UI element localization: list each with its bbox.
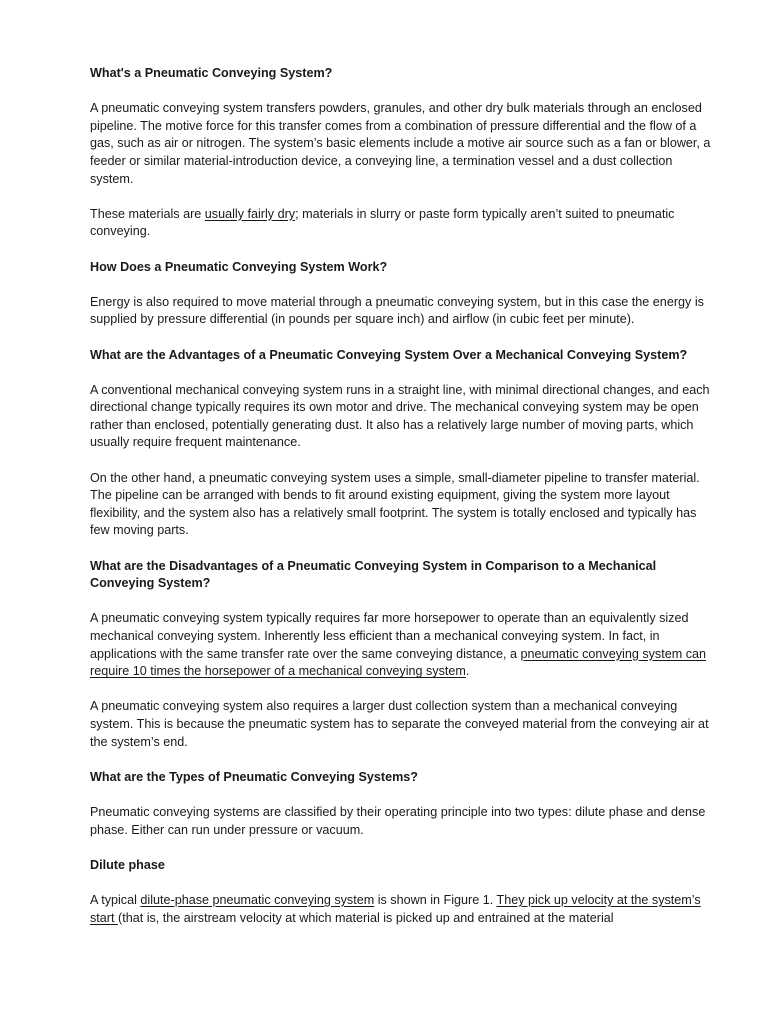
- link-dilute-phase-system[interactable]: dilute-phase pneumatic conveying system: [140, 892, 375, 907]
- text-span: These materials are: [90, 206, 205, 221]
- text-span: (that is, the airstream velocity at which material is picked up and entrained at the material: [118, 910, 614, 925]
- paragraph-dry-materials: [90, 206, 718, 241]
- paragraph-dilute-phase: [90, 892, 718, 927]
- section-heading-types: What are the Types of Pneumatic Conveying Systems?: [90, 769, 418, 784]
- text-span: A typical: [90, 892, 141, 907]
- paragraph-pneumatic-advantages: On the other hand, a pneumatic conveying system uses a simple, small-diameter pipeline to transfer material. The pipeline can be arranged with bends to fit around existing equipment, giving the system more layout flexibility, and the system also has a relatively small footprint. The system is totally enclosed and typically has few moving parts.: [90, 470, 700, 538]
- text-span: A pneumatic conveying system typically requires far more horsepower to operate than an equivalently sized mechanical conveying system. Inherently less efficient than a mechanical conveying system. In fact, in applications with the same transfer rate over the same conveying distance, a: [90, 611, 689, 661]
- link-horsepower-comparison[interactable]: pneumatic conveying system can require 10 times the horsepower of a mechanical conveying system: [90, 646, 707, 679]
- text-span: ; materials in slurry or paste form typically aren’t suited to pneumatic conveying.: [90, 206, 675, 239]
- section-heading-advantages: What are the Advantages of a Pneumatic Conveying System Over a Mechanical Conveying System?: [90, 347, 688, 362]
- paragraph-mechanical-system: A conventional mechanical conveying system runs in a straight line, with minimal directional changes, and each directional change typically requires its own motor and drive. The mechanical conveying system may be open rather than enclosed, potentially generating dust. It also has a relatively large number of moving parts, which usually require frequent maintenance.: [90, 382, 710, 450]
- section-heading-what-is: What's a Pneumatic Conveying System?: [90, 66, 333, 80]
- document-body: [90, 65, 718, 945]
- text-span: .: [465, 664, 470, 679]
- text-span: is shown in Figure 1.: [374, 892, 497, 907]
- link-pick-up-velocity[interactable]: They pick up velocity at the system’s start: [90, 892, 701, 925]
- paragraph-definition: A pneumatic conveying system transfers powders, granules, and other dry bulk materials through an enclosed pipeline. The motive force for this transfer comes from a combination of pressure differential and the flow of a gas, such as air or nitrogen. The system’s basic elements include a motive air source such as a fan or blower, a feeder or similar material-introduction device, a conveying line, a termination vessel and a dust collection system.: [90, 101, 711, 186]
- paragraph-energy: Energy is also required to move material through a pneumatic conveying system, but in this case the energy is supplied by pressure differential (in pounds per square inch) and airflow (in cubic feet per minute).: [90, 294, 704, 327]
- paragraph-dust-collection: A pneumatic conveying system also requires a larger dust collection system than a mechanical conveying system. This is because the pneumatic system has to separate the conveyed material from the conveying air at the system’s end.: [90, 699, 709, 749]
- paragraph-horsepower: [90, 610, 718, 680]
- paragraph-classification: Pneumatic conveying systems are classified by their operating principle into two types: dilute phase and dense phase. Either can run under pressure or vacuum.: [90, 804, 706, 837]
- section-heading-disadvantages: What are the Disadvantages of a Pneumatic Conveying System in Comparison to a Mechanical Conveying System?: [90, 558, 657, 591]
- section-heading-dilute-phase: Dilute phase: [90, 857, 165, 872]
- link-usually-fairly-dry[interactable]: usually fairly dry: [204, 206, 296, 221]
- section-heading-how-it-works: How Does a Pneumatic Conveying System Work?: [90, 259, 388, 274]
